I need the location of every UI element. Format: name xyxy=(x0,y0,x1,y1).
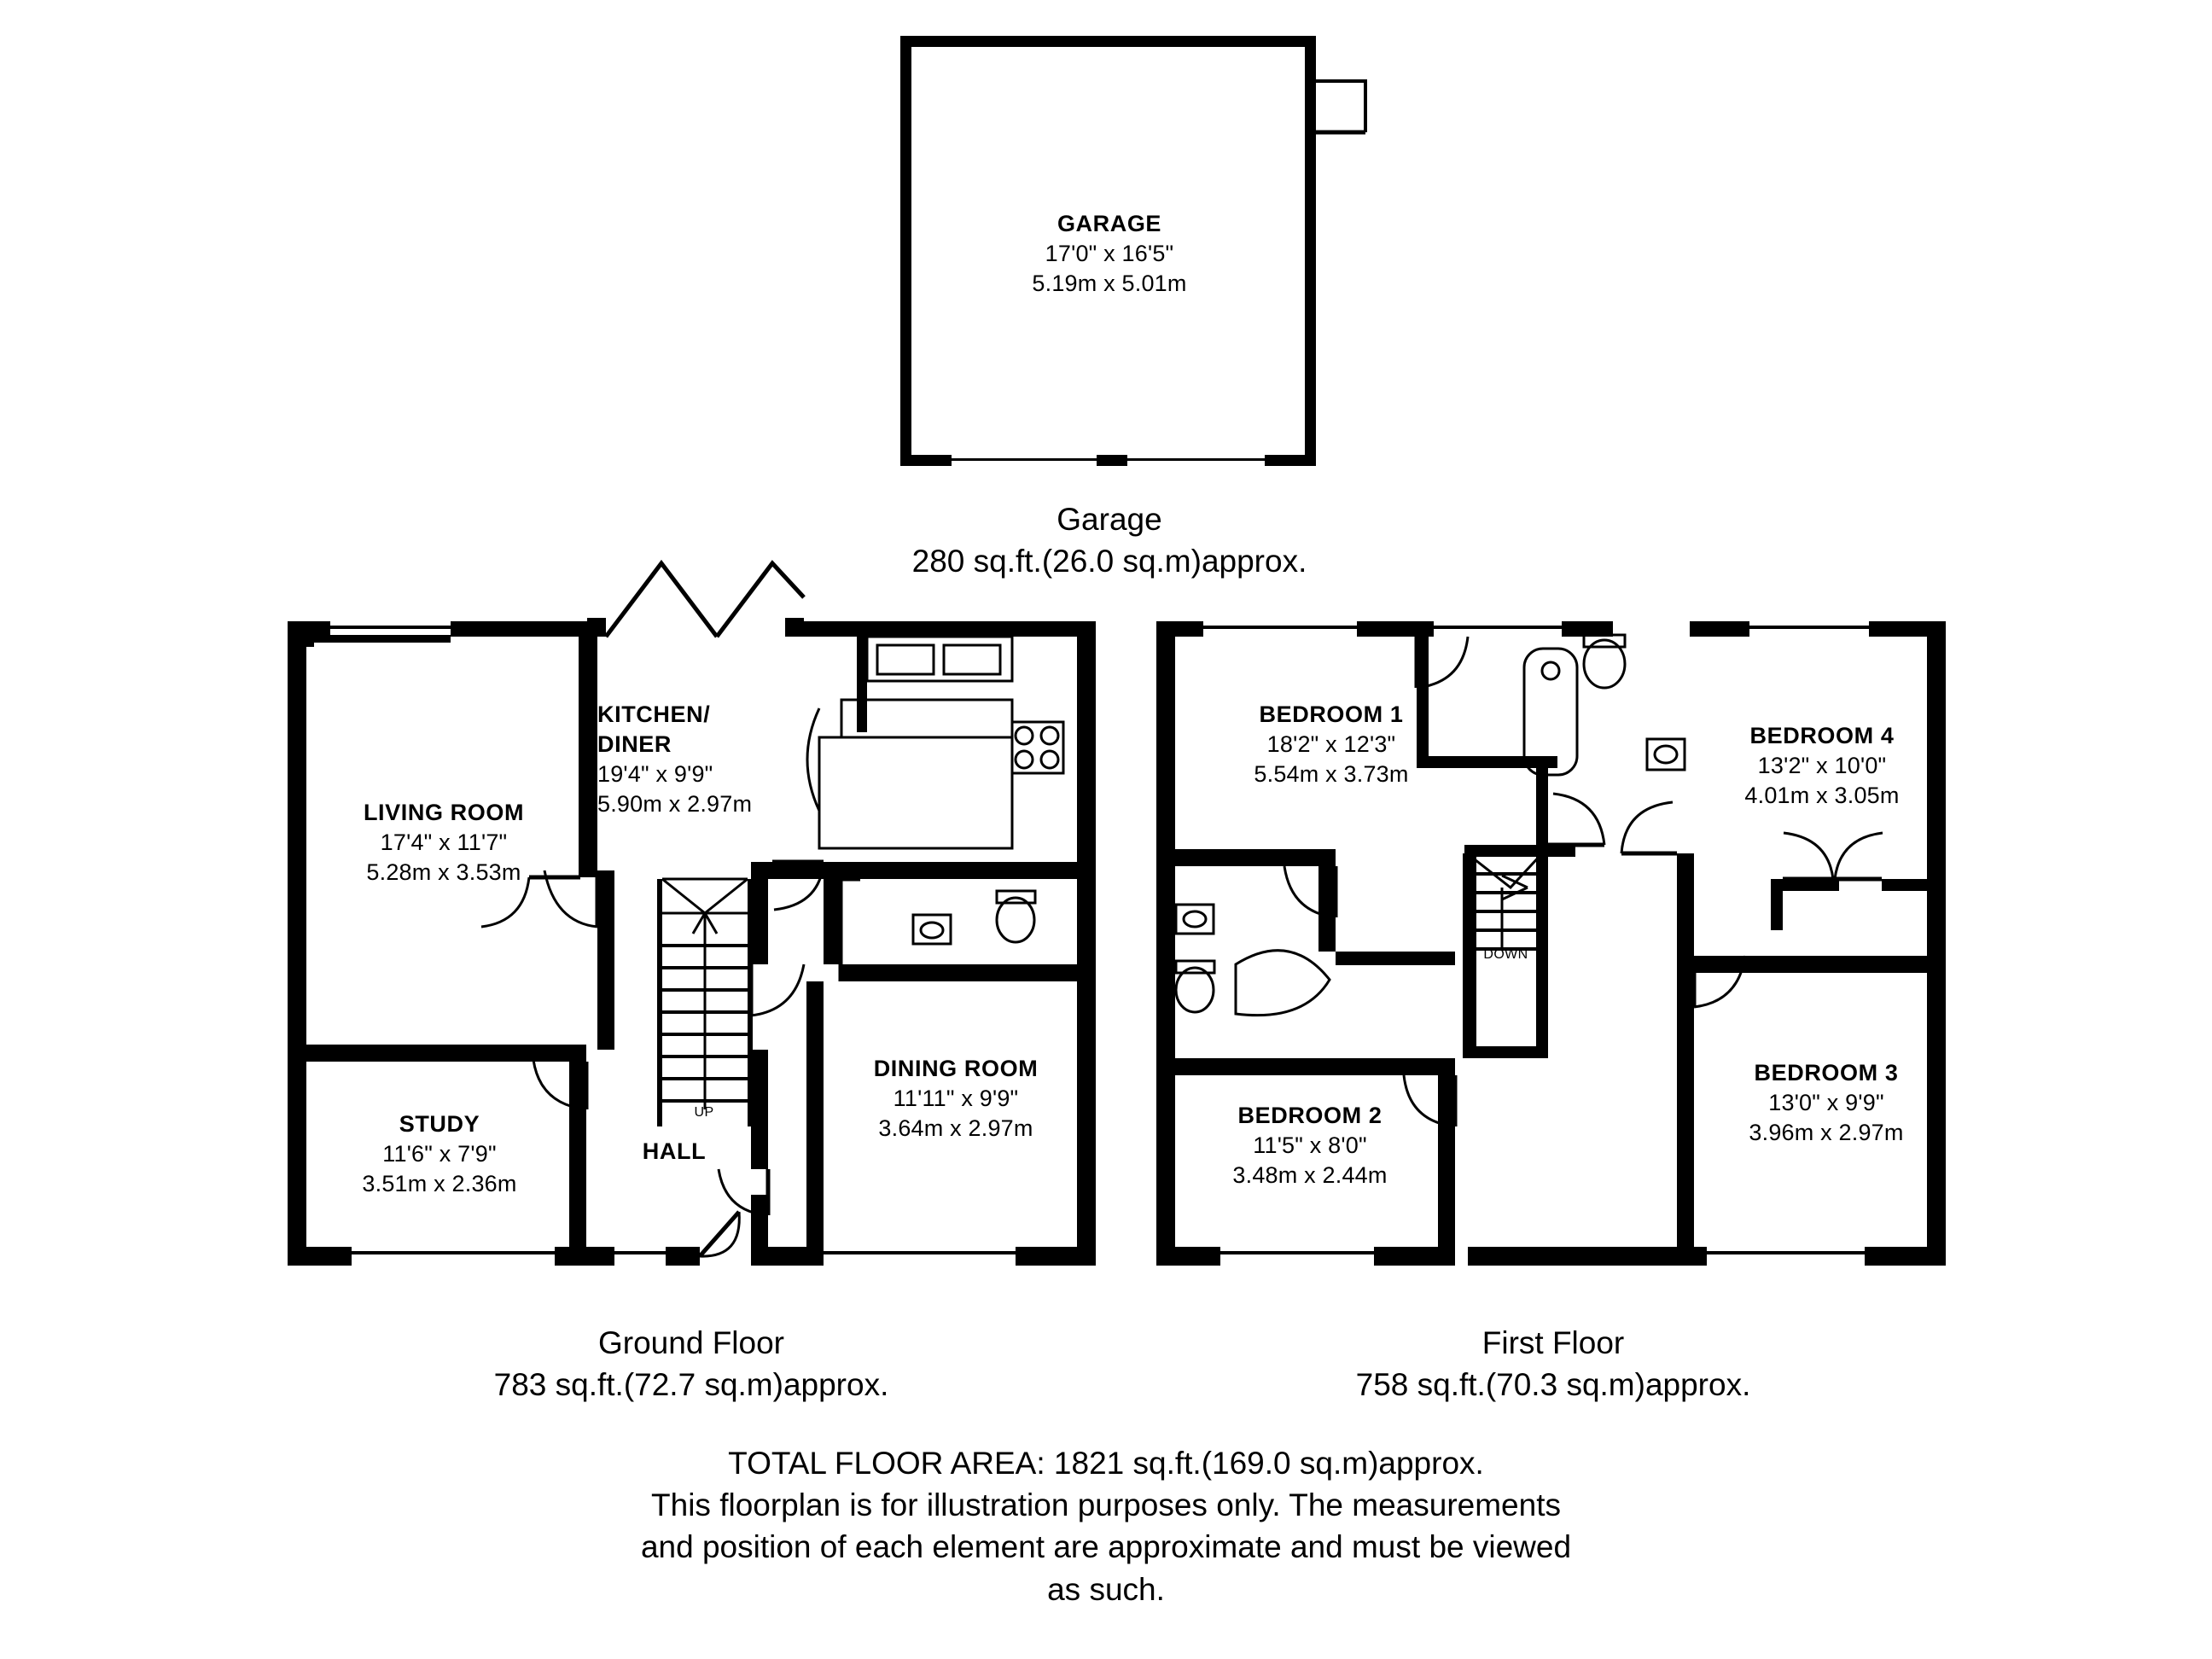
hob-ring-1 xyxy=(1016,727,1033,744)
bedroom4-name: BEDROOM 4 xyxy=(1749,723,1895,748)
ff-wall-landing-bottom xyxy=(1464,1046,1548,1058)
garage-caption-area: 280 sq.ft.(26.0 sq.m)approx. xyxy=(911,543,1307,579)
gf-wall-living-pier xyxy=(288,800,306,853)
front-door-swing xyxy=(700,1212,739,1256)
garage-caption xyxy=(666,499,1553,583)
garage-room-metric: 5.19m x 5.01m xyxy=(1032,271,1187,297)
wardrobe-swing-2 xyxy=(1835,833,1883,879)
ff-wall-bed2-right xyxy=(1438,1075,1455,1266)
ff-stair-winder xyxy=(1467,853,1542,888)
ff-wall-top-4 xyxy=(1690,621,1749,637)
ff-stair-step-2 xyxy=(1467,891,1542,894)
gf-window-sill-bottom-3 xyxy=(819,1251,1016,1254)
gf-wall-kitchen-left xyxy=(857,637,867,732)
wc-basin-bowl xyxy=(921,923,943,938)
ff-wall-bed4-bottom xyxy=(1694,956,1946,973)
hob-ring-2 xyxy=(1041,727,1058,744)
gf-wall-kitchen-bottom xyxy=(768,862,1096,879)
ensuite-basin xyxy=(1176,905,1214,934)
garage-door-sill-right xyxy=(1127,458,1265,461)
gf-bay-top xyxy=(314,635,451,643)
hall-name: HALL xyxy=(642,1138,707,1164)
bedroom3-metric: 3.96m x 2.97m xyxy=(1749,1120,1904,1146)
garage-room-label xyxy=(930,209,1289,299)
gf-stair-step-6 xyxy=(662,1055,748,1058)
kitchen-diner-metric: 5.90m x 2.97m xyxy=(597,791,753,818)
up-text: UP xyxy=(694,1105,714,1120)
ground-floor-caption-area: 783 sq.ft.(72.7 sq.m)approx. xyxy=(493,1366,889,1402)
bedroom4-imperial: 13'2" x 10'0" xyxy=(1757,753,1887,779)
garage-wall-left xyxy=(900,36,911,466)
ff-window-sill-top-3 xyxy=(1749,626,1869,629)
ff-stair-step-4 xyxy=(1467,928,1542,932)
kitchen-sink-bowl-2 xyxy=(944,645,1000,674)
hob-ring-4 xyxy=(1041,751,1058,768)
ff-wall-top-2 xyxy=(1357,621,1434,637)
gf-window-sill-bottom-2 xyxy=(614,1251,666,1254)
gf-wall-hall-right2 xyxy=(751,1050,768,1169)
hall-door-swing-2 xyxy=(751,964,804,1016)
bedroom1-metric: 5.54m x 3.73m xyxy=(1254,761,1409,788)
wardrobe-swing-1 xyxy=(1784,833,1833,879)
ensuite-toilet-bowl xyxy=(1176,968,1214,1012)
gf-wall-bottom-1 xyxy=(288,1247,352,1266)
bedroom2-label xyxy=(1186,1101,1434,1190)
front-door-leaf xyxy=(700,1212,739,1256)
ff-wall-right xyxy=(1927,621,1946,1266)
garage-room-name: GARAGE xyxy=(1057,211,1162,236)
kitchen-diner-name2: DINER xyxy=(597,731,672,758)
garage-wall-right-upper xyxy=(1305,36,1316,130)
ground-floor-caption xyxy=(247,1323,1135,1406)
kitchen-diner-label xyxy=(597,700,853,819)
gf-wall-study-top xyxy=(288,1045,586,1062)
bathroom-basin xyxy=(1647,739,1685,770)
living-room-label xyxy=(307,798,580,888)
living-room-imperial: 17'4" x 11'7" xyxy=(380,830,508,856)
hall-label xyxy=(597,1138,751,1165)
study-label xyxy=(316,1109,563,1199)
gf-wall-study-right xyxy=(569,1062,586,1266)
first-floor-caption xyxy=(1109,1323,1997,1406)
garage-wall-right-lower xyxy=(1305,130,1316,466)
gf-window-sill-bottom-1 xyxy=(352,1251,555,1254)
dining-room-label xyxy=(824,1054,1088,1144)
study-metric: 3.51m x 2.36m xyxy=(362,1171,517,1197)
footer-line-2: This floorplan is for illustration purposes only. The measurements xyxy=(651,1487,1561,1523)
gf-wall-top-right xyxy=(804,621,1094,637)
gf-wall-top-left2 xyxy=(451,621,587,637)
bedroom2-imperial: 11'5" x 8'0" xyxy=(1253,1132,1367,1159)
garage-door-sill-left xyxy=(952,458,1097,461)
ff-wall-ensuite-right xyxy=(1336,952,1455,965)
gf-stair-step-5 xyxy=(662,1033,748,1036)
garage-caption-title: Garage xyxy=(1057,502,1162,537)
ff-wall-bed4-alcove-top2 xyxy=(1882,879,1946,891)
stair-winder xyxy=(662,879,748,913)
ff-wall-bed1-bottom xyxy=(1156,849,1336,866)
ff-stair-step-1 xyxy=(1467,872,1542,876)
bedroom1-imperial: 18'2" x 12'3" xyxy=(1266,731,1396,758)
ff-stair-down-marker xyxy=(1470,947,1542,963)
ff-wall-bottom-3 xyxy=(1468,1247,1707,1266)
gf-wall-hall-left xyxy=(597,870,614,1050)
ff-window-sill-bottom-2 xyxy=(1707,1251,1865,1254)
hob-ring-3 xyxy=(1016,751,1033,768)
ff-wall-bed4-left-stub xyxy=(1677,853,1694,956)
gf-window-sill-top xyxy=(330,626,451,629)
study-imperial: 11'6" x 7'9" xyxy=(382,1141,497,1167)
gf-wall-wc-bottom xyxy=(841,964,1096,981)
gf-stair-step-8 xyxy=(662,1099,748,1103)
ff-wall-bottom-1 xyxy=(1156,1247,1220,1266)
gf-wall-living-right xyxy=(579,621,597,877)
gf-stair-box-right xyxy=(748,879,753,1126)
ff-wall-bottom-4 xyxy=(1865,1247,1946,1266)
bedroom2-metric: 3.48m x 2.44m xyxy=(1232,1162,1388,1189)
bedroom2-name: BEDROOM 2 xyxy=(1237,1103,1382,1128)
ground-floor-caption-title: Ground Floor xyxy=(598,1325,784,1360)
ff-wall-left xyxy=(1156,621,1175,1266)
ff-stair-step-3 xyxy=(1467,910,1542,913)
bedroom3-label xyxy=(1703,1058,1950,1148)
gf-stair-step-4 xyxy=(662,1010,748,1014)
down-text: DOWN xyxy=(1483,947,1528,962)
living-room-metric: 5.28m x 3.53m xyxy=(366,859,521,886)
garage-wall-bottom-left xyxy=(900,455,952,466)
ff-wall-bed2-top xyxy=(1156,1058,1455,1075)
gf-wall-bottom-3 xyxy=(666,1247,700,1266)
gf-wall-right xyxy=(1077,621,1096,1266)
wc-basin xyxy=(913,915,951,944)
garage-wall-bottom-right xyxy=(1265,455,1316,466)
bed4-door-swing xyxy=(1621,802,1673,853)
gf-stair-up-marker xyxy=(674,1105,734,1121)
ff-window-sill-top-1 xyxy=(1203,626,1357,629)
living-room-name: LIVING ROOM xyxy=(363,800,525,825)
ff-wall-landing-left-top xyxy=(1464,845,1575,857)
gf-bay-left xyxy=(306,635,314,647)
ensuite-shower-tray xyxy=(1236,951,1330,1016)
ff-wall-top-1 xyxy=(1156,621,1203,637)
gf-wall-wc-left xyxy=(824,879,841,964)
bathroom-cistern xyxy=(1584,635,1625,647)
study-name: STUDY xyxy=(399,1111,480,1137)
bedroom1-label xyxy=(1195,700,1468,789)
footer-line-4: as such. xyxy=(1047,1571,1165,1607)
kitchen-diner-imperial: 19'4" x 9'9" xyxy=(597,761,713,788)
gf-wall-hall-right3 xyxy=(751,1195,768,1256)
bathroom-toilet-bowl xyxy=(1584,640,1625,688)
gf-wall-left xyxy=(288,621,306,1266)
hob xyxy=(1012,722,1063,773)
dining-room-metric: 3.64m x 2.97m xyxy=(878,1115,1033,1142)
stair-arrow-up-head xyxy=(693,913,717,934)
ensuite-basin-bowl xyxy=(1184,911,1206,927)
ff-wall-bed1-right xyxy=(1318,849,1336,952)
bedroom3-imperial: 13'0" x 9'9" xyxy=(1768,1090,1884,1116)
first-floor-caption-title: First Floor xyxy=(1481,1325,1625,1360)
dining-room-name: DINING ROOM xyxy=(873,1056,1039,1081)
garage-room-imperial: 17'0" x 16'5" xyxy=(1045,241,1174,267)
ensuite-cistern xyxy=(1176,961,1214,973)
gf-wall-hall-right xyxy=(751,862,768,964)
gf-stair-box-left xyxy=(657,879,662,1126)
footer-line-3: and position of each element are approximate and must be viewed xyxy=(640,1529,1572,1565)
garage-wall-top xyxy=(900,36,1316,47)
wc-toilet-bowl xyxy=(997,898,1034,942)
garage-door-swing xyxy=(1316,81,1365,132)
garage-wall-bottom-mid xyxy=(1097,455,1127,466)
bedroom4-metric: 4.01m x 3.05m xyxy=(1744,783,1900,809)
kitchen-diner-name: KITCHEN/ xyxy=(597,701,711,727)
ff-wall-top-3 xyxy=(1562,621,1613,637)
gf-wall-top-porch-right xyxy=(785,618,804,637)
stair-arrow-down-head xyxy=(1502,876,1528,899)
footer-line-1: TOTAL FLOOR AREA: 1821 sq.ft.(169.0 sq.m)approx. xyxy=(728,1446,1484,1481)
kitchen-sink-bowl-1 xyxy=(877,645,934,674)
ff-window-sill-top-2 xyxy=(1434,626,1562,629)
gf-stair-step-2 xyxy=(662,966,748,969)
bedroom3-name: BEDROOM 3 xyxy=(1754,1060,1899,1086)
ff-stair-box-left xyxy=(1463,853,1467,1058)
ff-wall-bottom-2 xyxy=(1374,1247,1442,1266)
bathroom-basin-bowl xyxy=(1655,746,1677,763)
gf-wall-bottom-5 xyxy=(1016,1247,1096,1266)
wc-cistern xyxy=(997,891,1035,903)
footer-block xyxy=(0,1442,2212,1610)
ff-window-sill-bottom-1 xyxy=(1220,1251,1374,1254)
gf-stair-step-1 xyxy=(662,944,748,947)
gf-stair-step-7 xyxy=(662,1077,748,1080)
first-floor-caption-area: 758 sq.ft.(70.3 sq.m)approx. xyxy=(1355,1366,1751,1402)
kitchen-sink-run xyxy=(867,637,1012,681)
ff-wall-bed4-alcove-top xyxy=(1771,879,1839,891)
bath-plug xyxy=(1542,662,1559,679)
gf-wall-dining-left xyxy=(806,981,824,1266)
bedroom4-label xyxy=(1698,721,1946,811)
kitchen-worktop-upper xyxy=(841,700,1012,737)
bedroom1-name: BEDROOM 1 xyxy=(1259,701,1404,727)
landing-door-swing xyxy=(1553,794,1604,845)
gf-stair-step-3 xyxy=(662,988,748,992)
dining-room-imperial: 11'11" x 9'9" xyxy=(893,1086,1019,1112)
